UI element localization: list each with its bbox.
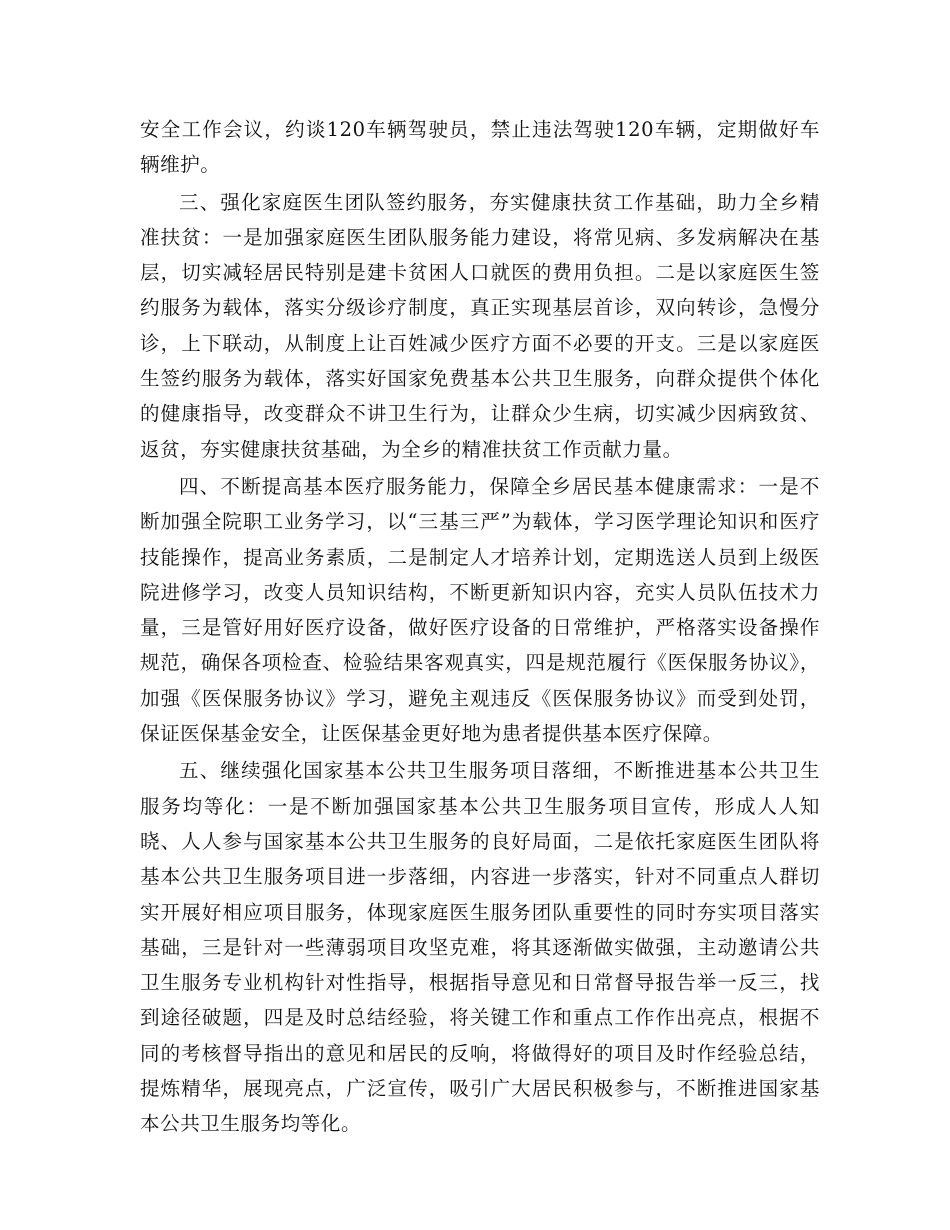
paragraph-continuation: 安全工作会议，约谈120车辆驾驶员，禁止违法驾驶120车辆，定期做好车辆维护。 [140, 118, 820, 177]
paragraph-section-four: 四、不断提高基本医疗服务能力，保障全乡居民基本健康需求：一是不断加强全院职工业务学习，以“三基三严”为载体，学习医学理论知识和医疗技能操作，提高业务素质，二是制定人才培养计划，定期选送人员到上级医院进修学习，改变人员知识结构，不断更新知识内容，充实人员队伍技术力量，三是管好用好医疗设备，做好医疗设备的日常维护，严格落实设备操作规范，确保各项检查、检验结果客观真实，四是规范履行《医保服务协议》，加强《医保服务协议》学习，避免主观违反《医保服务协议》而受到处罚，保证医保基金安全，让医保基金更好地为患者提供基本医疗保障。 [140, 474, 820, 746]
document-body [140, 112, 820, 1144]
paragraph-section-five: 五、继续强化国家基本公共卫生服务项目落细，不断推进基本公共卫生服务均等化：一是不断加强国家基本公共卫生服务项目宣传，形成人人知晓、人人参与国家基本公共卫生服务的良好局面，二是依托家庭医生团队将基本公共卫生服务项目进一步落细，内容进一步落实，针对不同重点人群切实开展好相应项目服务，体现家庭医生服务团队重要性的同时夯实项目落实基础，三是针对一些薄弱项目攻坚克难，将其逐渐做实做强，主动邀请公共卫生服务专业机构针对性指导，根据指导意见和日常督导报告举一反三，找到途径破题，四是及时总结经验，将关键工作和重点工作作出亮点，根据不同的考核督导指出的意见和居民的反响，将做得好的项目及时作经验总结，提炼精华，展现亮点，广泛宣传，吸引广大居民积极参与，不断推进国家基本公共卫生服务均等化。 [140, 759, 820, 1136]
paragraph-section-three: 三、强化家庭医生团队签约服务，夯实健康扶贫工作基础，助力全乡精准扶贫：一是加强家庭医生团队服务能力建设，将常见病、多发病解决在基层，切实减轻居民特别是建卡贫困人口就医的费用负担。二是以家庭医生签约服务为载体，落实分级诊疗制度，真正实现基层首诊，双向转诊，急慢分诊，上下联动，从制度上让百姓减少医疗方面不必要的开支。三是以家庭医生签约服务为载体，落实好国家免费基本公共卫生服务，向群众提供个体化的健康指导，改变群众不讲卫生行为，让群众少生病，切实减少因病致贫、返贫，夯实健康扶贫基础，为全乡的精准扶贫工作贡献力量。 [140, 190, 820, 461]
